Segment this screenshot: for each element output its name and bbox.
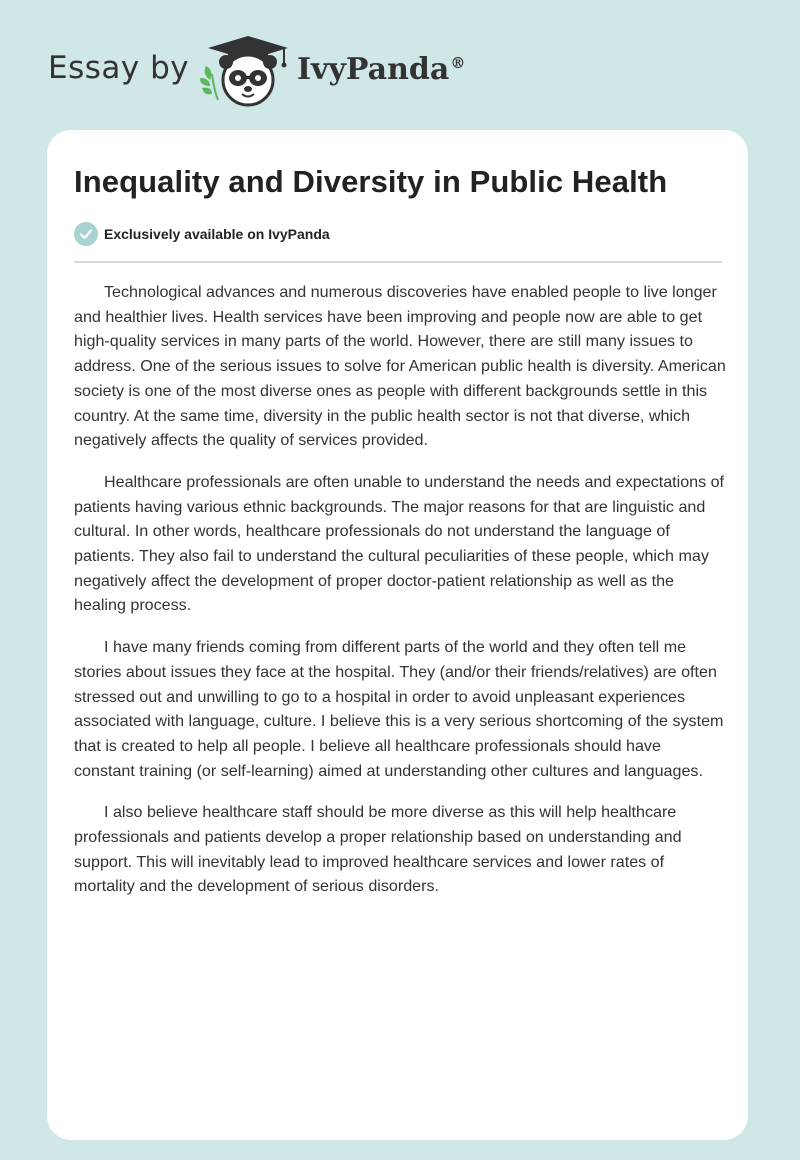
paragraph: I also believe healthcare staff should be more diverse as this will help healthcare professionals and patients develop a proper relationship based on understanding and support. This will inevitably lead to improved healthcare services and lower rates of mortality and the development of serious disorders.: [74, 803, 682, 896]
essay-by-label: Essay by: [48, 50, 190, 86]
essay-card: [47, 130, 748, 1140]
panda-graduate-icon: [198, 34, 294, 110]
site-header: [0, 0, 800, 130]
divider: [74, 261, 722, 263]
paragraph: Technological advances and numerous discoveries have enabled people to live longer and healthier lives. Health services have been improving and people now are able to get high-quality services in many parts of the world. However, there are still many issues to address. One of the serious issues to solve for American public health is diversity. American society is one of the most diverse ones as people with different backgrounds settle in this country. At the same time, diversity in the public health sector is not that diverse, which negatively affects the quality of services provided.: [74, 283, 726, 450]
paragraph: Healthcare professionals are often unable to understand the needs and expectations of patients having various ethnic backgrounds. The major reasons for that are linguistic and cultural. In other words, healthcare professionals do not understand the language of patients. They also fail to understand the cultural peculiarities of these people, which may negatively affect the development of proper doctor-patient relationship as well as the healing process.: [74, 472, 725, 615]
essay-body: [74, 280, 726, 916]
exclusive-badge: [74, 222, 330, 246]
paragraph: I have many friends coming from different parts of the world and they often tell me stories about issues they face at the hospital. They (and/or their friends/relatives) are often stressed out and unwilling to go to a hospital in order to avoid unpleasant experiences associated with language, culture. I believe this is a very serious shortcoming of the system that is created to help all people. I believe all healthcare professionals should have constant training (or self-learning) aimed at understanding other cultures and languages.: [74, 638, 724, 780]
badge-text: Exclusively available on IvyPanda: [104, 226, 330, 242]
page-title: Inequality and Diversity in Public Health: [74, 164, 668, 199]
registered-mark: ®: [450, 54, 466, 72]
brand-name: IvyPanda®: [297, 52, 466, 87]
check-circle-icon: [74, 222, 98, 246]
